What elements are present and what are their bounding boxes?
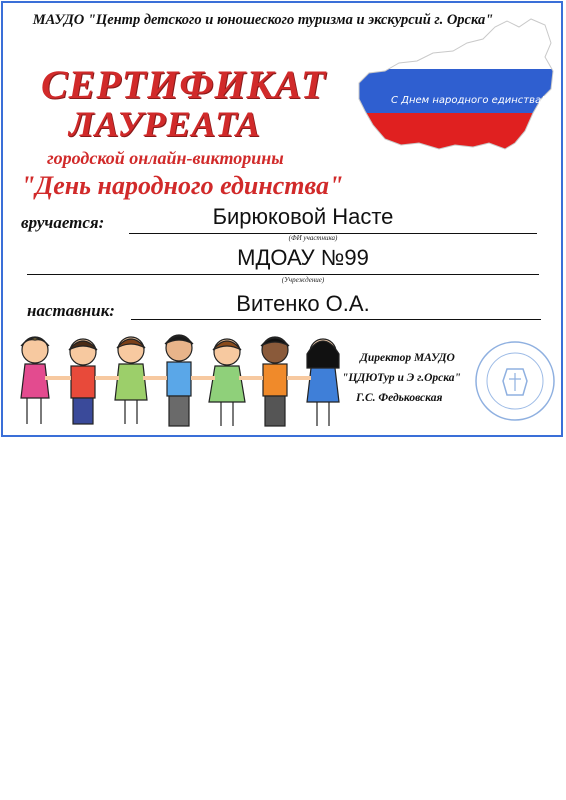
awarded-label: вручается: — [21, 213, 105, 232]
certificate — [1, 1, 563, 437]
certificate-title: СЕРТИФИКАТ — [41, 62, 327, 107]
awarded-value: Бирюковой Насте — [212, 204, 394, 229]
institution-value: МДОАУ №99 — [237, 245, 369, 270]
awarded-hint: (ФИ участника) — [288, 234, 338, 242]
certificate-title-line2: ЛАУРЕАТА — [69, 104, 261, 144]
signature-name: Г.С. Федьковская — [356, 392, 443, 404]
official-stamp-icon — [473, 339, 557, 423]
certificate-subtitle: городской онлайн-викторины — [47, 148, 284, 168]
institution-line — [27, 274, 539, 275]
event-name: "День народного единства" — [21, 171, 344, 200]
mentor-line — [131, 319, 541, 320]
map-caption: С Днем народного единства! — [391, 95, 546, 106]
organization-name: МАУДО "Центр детского и юношеского туризма и экскурсий г. Орска" — [32, 12, 494, 28]
signature-organization: "ЦДЮТур и Э г.Орска" — [342, 372, 461, 384]
children-holding-hands-icon — [9, 328, 354, 436]
russia-map-flag-icon — [355, 13, 557, 155]
signature-title: Директор МАУДО — [360, 352, 455, 364]
mentor-label: наставник: — [27, 301, 115, 320]
institution-hint: (Учреждение) — [281, 276, 325, 284]
mentor-value: Витенко О.А. — [236, 291, 370, 316]
